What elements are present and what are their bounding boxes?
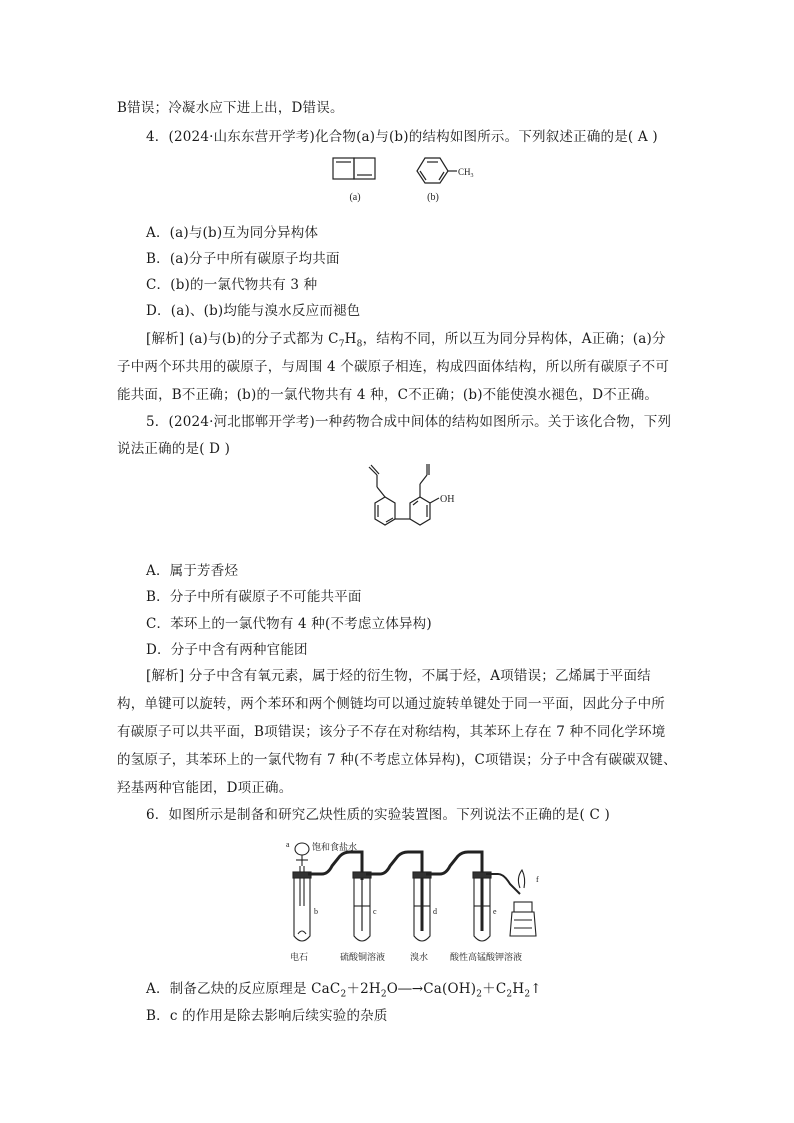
option-a: A．制备乙炔的反应原理是 $CaC_2+2H_2O―\to Ca(OH)_2+C_2H_2↑$ [146,981,542,1000]
label-b: (b) [427,192,439,203]
question-5: 5．(2024·河北邯郸开学考)一种药物合成中间体的结构如图所示。关于该化合物，下列 [146,414,672,430]
option-d: D．分子中含有两种官能团 [146,642,308,658]
cuso4-label: 硫酸铜溶液 [340,952,386,962]
option-c: C．苯环上的一氯代物有 4 种(不考虑立体异构) [146,616,432,632]
explanation-line: 有碳原子可以共平面，B项错误；该分子不存在对称结构，其苯环上存在 7 种不同化学环境 [117,724,666,740]
option-b: B．(a)分子中所有碳原子均共面 [146,251,340,267]
kmno4-label: 酸性高锰酸钾溶液 [450,952,523,962]
label-f: f [536,875,539,884]
option-b: B．分子中所有碳原子不可能共平面 [146,589,362,605]
explanation-line: 羟基两种官能团，D项正确。 [117,780,293,796]
text-line: B错误；冷凝水应下进上出，D错误。 [117,100,344,116]
flame-lamp [510,870,536,936]
option-a: A．属于芳香烃 [146,563,239,579]
salt-water-label: 饱和食盐水 [312,842,358,852]
explanation-line: 构，单键可以旋转，两个苯环和两个侧链均可以通过旋转单键处于同一平面，因此分子中所 [117,696,665,712]
explanation-line: 子中两个环共用的碳原子，与周围 4 个碳原子相连，构成四面体结构，所以所有碳原子不可 [117,359,670,375]
toluene-structure [417,158,457,183]
question-5-cont: 说法正确的是( D ) [117,441,231,457]
explanation-q5: [解析] 分子中含有氧元素，属于烃的衍生物，不属于烃，A项错误；乙烯属于平面结 [146,668,651,684]
label-e: e [493,907,497,916]
explanation-q4: [解析] (a)与(b)的分子式都为 $C_7H_8$，结构不同，所以互为同分异构体，A正确；(a)分 [146,331,666,350]
label-a: a [286,840,290,849]
apparatus-figure-q6 [282,836,564,968]
option-d: D．(a)、(b)均能与溴水反应而褪色 [146,303,361,319]
structure-figure-q5 [355,458,465,553]
structure-figure-q4 [325,150,505,208]
explanation-line: 能共面，B不正确；(b)的一氯代物共有 4 种，C不正确；(b)不能使溴水褪色，D不正确。 [117,387,659,403]
biphenyl-structure [369,464,439,525]
option-c: C．(b)的一氯代物共有 3 种 [146,277,318,293]
label-a: (a) [349,192,361,203]
hydroxyl-label: OH [440,494,455,505]
explanation-line: 的氢原子，其苯环上的一氯代物有 7 种(不考虑立体异构)，C项错误；分子中含有碳碳双键、 [117,752,677,768]
label-d: d [433,907,437,916]
generator-tube-b [293,872,311,941]
label-c: c [373,907,377,916]
option-b: B．c 的作用是除去影响后续实验的杂质 [146,1008,388,1024]
question-4: 4．(2024·山东东营开学考)化合物(a)与(b)的结构如图所示。下列叙述正确的是( A ) [146,129,658,145]
carbide-label: 电石 [290,952,309,962]
question-6: 6．如图所示是制备和研究乙炔性质的实验装置图。下列说法不正确的是( C ) [146,807,610,823]
methyl-label: $CH_3$ [458,167,474,179]
spiro-diene-structure [333,158,375,179]
label-b: b [314,907,318,916]
option-a: A．(a)与(b)互为同分异构体 [146,225,319,241]
bromine-label: 溴水 [410,952,429,962]
